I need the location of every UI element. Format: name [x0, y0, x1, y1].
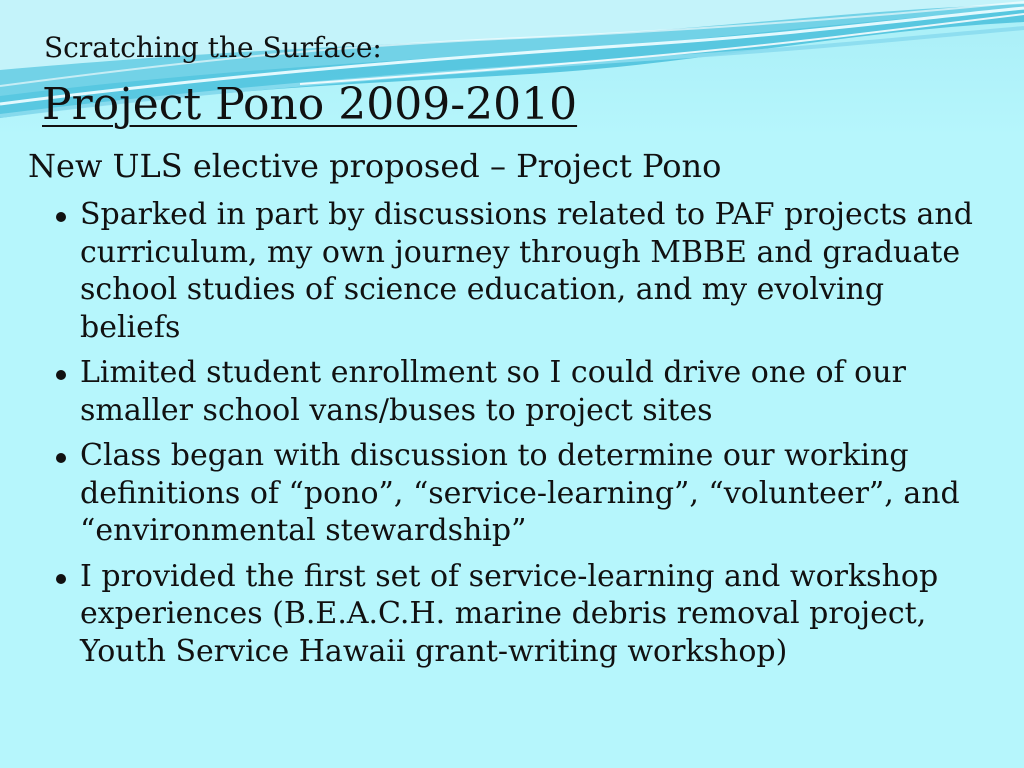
slide-title: Project Pono 2009-2010	[42, 79, 578, 130]
bullet-dot-icon	[56, 212, 66, 222]
slide-subtitle: Scratching the Surface:	[44, 31, 382, 64]
bullet-item	[52, 354, 992, 429]
bullet-text: I provided the first set of service-learning and workshop experiences (B.E.A.C.H. marine debris removal project, Youth Service Hawaii grant-writing workshop)	[80, 558, 939, 669]
main-heading: New ULS elective proposed – Project Pono	[28, 147, 722, 185]
bullet-dot-icon	[56, 453, 66, 463]
bullet-item	[52, 558, 992, 671]
bullet-item	[52, 196, 992, 346]
bullet-item	[52, 437, 992, 550]
bullet-text: Class began with discussion to determine our working definitions of “pono”, “service-learning”, “volunteer”, and “environmental stewardship”	[80, 438, 960, 548]
bullet-text: Limited student enrollment so I could drive one of our smaller school vans/buses to project sites	[80, 355, 906, 428]
bullet-list	[52, 196, 992, 678]
bullet-dot-icon	[56, 574, 66, 584]
bullet-dot-icon	[56, 370, 66, 380]
bullet-text: Sparked in part by discussions related to PAF projects and curriculum, my own journey through MBBE and graduate school studies of science education, and my evolving beliefs	[80, 197, 973, 345]
